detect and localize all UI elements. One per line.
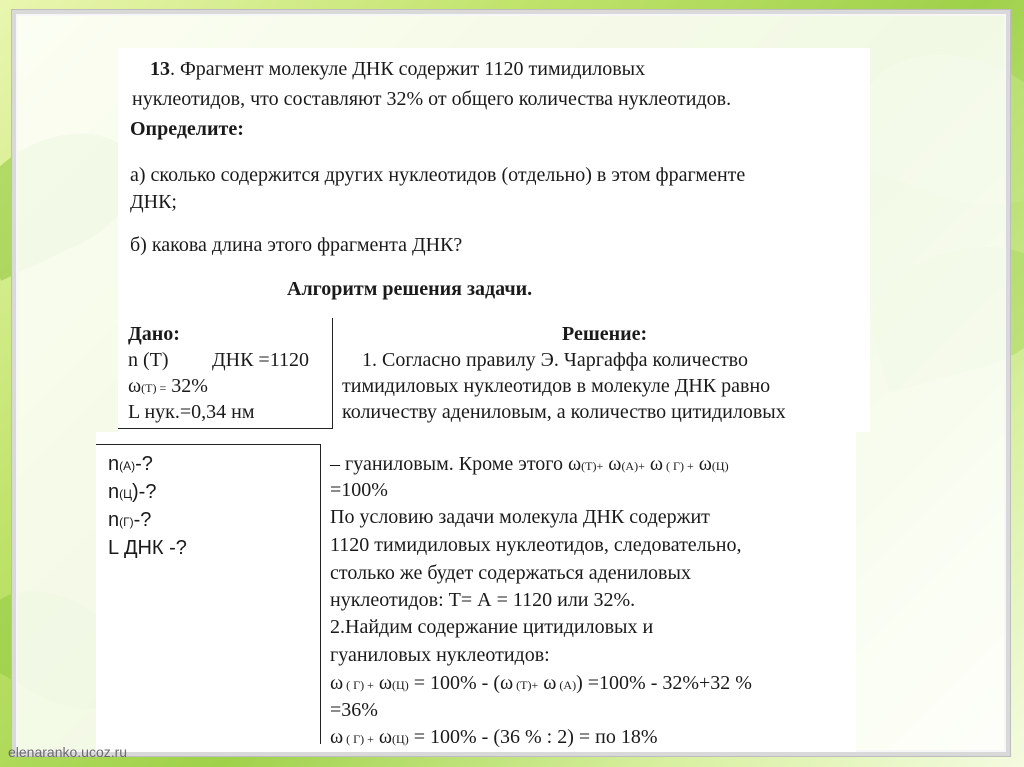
given-n-t-value: ДНК =1120	[212, 349, 309, 371]
solution-line: количеству адениловым, а количество цитидиловых	[342, 401, 786, 423]
subscript: ( Г) +	[343, 678, 374, 692]
find-n-g-subscript: (Г)	[119, 515, 134, 529]
solution-line: 1. Согласно правилу Э. Чаргаффа количество	[362, 349, 748, 371]
solution-heading: Решение:	[562, 323, 648, 345]
subscript: (Ц)	[711, 459, 729, 473]
subscript: (T)+	[581, 459, 604, 473]
task-line-1	[150, 57, 645, 81]
find-n-a-letter: n	[108, 453, 120, 475]
solution-line: гуаниловых нуклеотидов:	[330, 644, 550, 666]
find-n-g	[108, 508, 151, 534]
algorithm-heading: Алгоритм решения задачи.	[287, 278, 533, 300]
solution-line	[330, 452, 729, 478]
solution-line	[330, 671, 752, 697]
solution-line: По условию задачи молекула ДНК содержит	[330, 506, 710, 528]
watermark: elenaranko.ucoz.ru	[8, 744, 128, 760]
solution-text: ω	[330, 726, 344, 748]
divider-line	[118, 428, 333, 429]
given-n-t: n (T)	[128, 349, 169, 371]
find-l-dna: L ДНК -?	[108, 537, 187, 559]
divider-line	[96, 444, 321, 445]
solution-text: – гуаниловым. Кроме этого ω	[330, 453, 582, 475]
omega-subscript: (T) =	[141, 381, 167, 395]
given-heading: Дано:	[128, 323, 180, 345]
subscript: (А)+	[621, 459, 645, 473]
question-a-line-2: ДНК;	[130, 191, 177, 213]
subscript: (T)+	[513, 678, 539, 692]
find-n-a-suffix: -?	[135, 453, 153, 475]
solution-line: =100%	[330, 479, 388, 501]
solution-line: нуклеотидов: Т= А = 1120 или 32%.	[330, 589, 636, 611]
solution-text: = 100% - (ω	[408, 672, 514, 694]
omega-value: 32%	[171, 375, 208, 397]
divider-line	[320, 444, 321, 744]
solution-line: 2.Найдим содержание цитидиловых и	[330, 616, 654, 638]
find-n-a-subscript: (А)	[119, 459, 136, 473]
solution-line: =36%	[330, 699, 378, 721]
solution-text: = 100% - (36 % : 2) = по 18%	[408, 726, 658, 748]
determine-heading: Определите:	[130, 118, 244, 140]
subscript: ( Г) +	[343, 732, 374, 746]
find-n-c	[108, 480, 156, 506]
solution-text: ω	[644, 453, 664, 475]
solution-text: ω	[603, 453, 622, 475]
solution-text: ω	[373, 672, 393, 694]
find-n-c-letter: n	[108, 481, 120, 503]
solution-text: ω	[693, 453, 712, 475]
omega-symbol: ω	[128, 375, 142, 397]
question-a-line-1: а) сколько содержится других нуклеотидов (отдельно) в этом фрагменте	[130, 164, 746, 186]
question-b: б) какова длина этого фрагмента ДНК?	[130, 234, 463, 256]
subscript: (Ц)	[392, 678, 409, 692]
solution-text: ω	[538, 672, 557, 694]
solution-text: ω	[330, 672, 344, 694]
given-omega-t	[128, 374, 208, 400]
task-number: 13	[150, 58, 170, 80]
find-n-g-suffix: -?	[133, 509, 152, 531]
solution-text: ) =100% - 32%+32 %	[576, 672, 752, 694]
subscript: (Ц)	[392, 732, 409, 746]
solution-text: ω	[373, 726, 393, 748]
solution-line: 1120 тимидиловых нуклеотидов, следовательно,	[330, 534, 742, 556]
given-l-nuk: L нук.=0,34 нм	[128, 401, 255, 423]
find-n-c-suffix: )-?	[132, 481, 157, 503]
task-line-2: нуклеотидов, что составляют 32% от общего количества нуклеотидов.	[132, 88, 732, 110]
subscript: ( Г) +	[663, 459, 694, 473]
task-text: . Фрагмент молекуле ДНК содержит 1120 тимидиловых	[170, 58, 646, 80]
find-n-c-subscript: (Ц	[119, 487, 132, 501]
find-n-a	[108, 452, 153, 478]
solution-line	[330, 725, 658, 751]
subscript: (А)	[556, 678, 577, 692]
find-n-g-letter: n	[108, 509, 120, 531]
solution-line: столько же будет содержаться адениловых	[330, 562, 691, 584]
solution-line: тимидиловых нуклеотидов в молекуле ДНК равно	[342, 375, 771, 397]
divider-line	[332, 318, 333, 428]
